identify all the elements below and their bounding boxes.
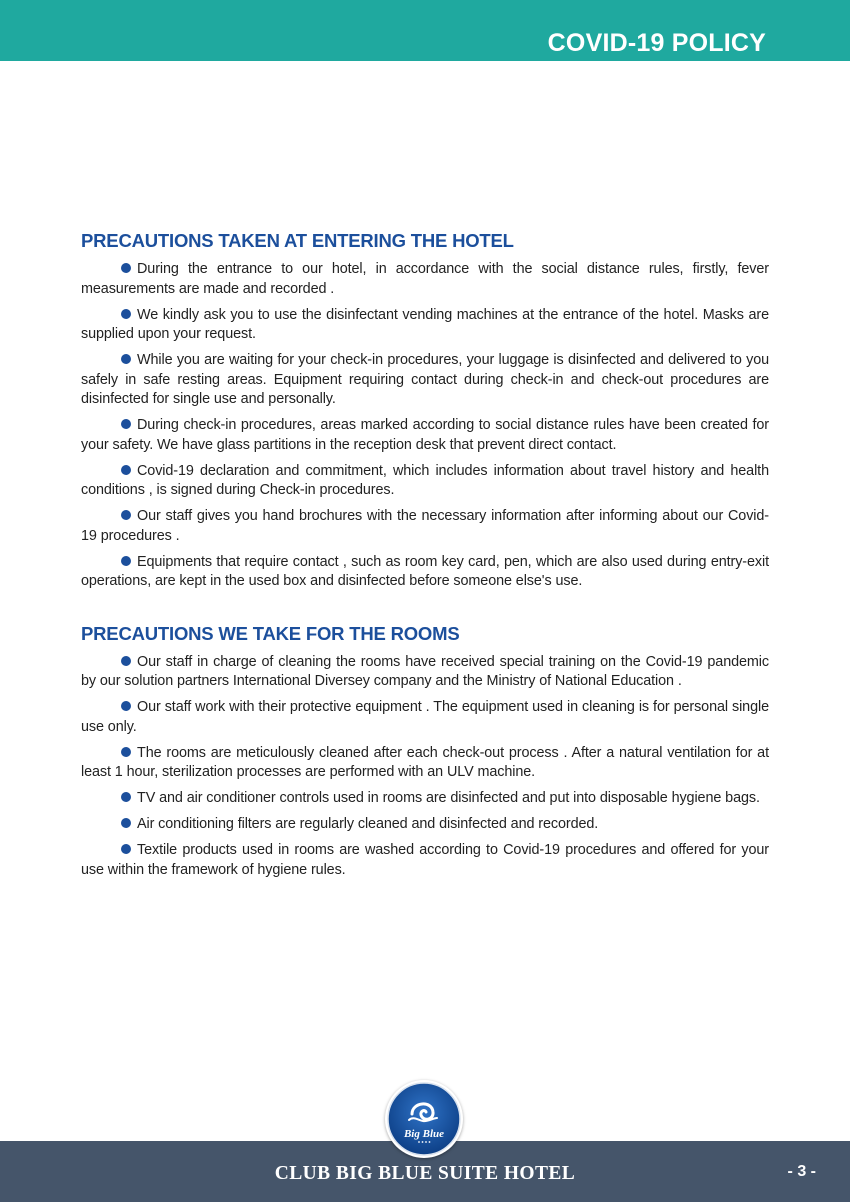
paragraph — [81, 507, 769, 546]
paragraph — [81, 260, 769, 299]
paragraph-text: While you are waiting for your check-in procedures, your luggage is disinfected and delivered to you safely in safe resting areas. Equipment requiring contact during check-in and check-out procedures are disinfected for single use and personally. — [81, 352, 769, 407]
paragraph-text: Our staff work with their protective equipment . The equipment used in cleaning is for personal single use only. — [81, 699, 769, 735]
bullet-icon — [121, 701, 131, 711]
paragraph — [81, 744, 769, 783]
logo-text: Big Blue — [403, 1128, 445, 1140]
bullet-icon — [121, 747, 131, 757]
paragraph — [81, 553, 769, 592]
paragraph-text: Textile products used in rooms are washed according to Covid-19 procedures and offered for your use within the framework of hygiene rules. — [81, 842, 769, 878]
hotel-logo — [385, 1080, 463, 1158]
paragraph — [81, 815, 769, 835]
paragraph-text: Air conditioning filters are regularly cleaned and disinfected and recorded. — [137, 816, 599, 832]
paragraph-text: During the entrance to our hotel, in accordance with the social distance rules, firstly, fever measurements are made and recorded . — [81, 261, 769, 297]
bullet-icon — [121, 510, 131, 520]
section-title: PRECAUTIONS WE TAKE FOR THE ROOMS — [81, 622, 460, 644]
paragraph-text: During check-in procedures, areas marked according to social distance rules have been created for your safety. We have glass partitions in the reception desk that prevent direct contact. — [81, 417, 769, 453]
section-rooms — [81, 623, 769, 881]
paragraph-text: Covid-19 declaration and commitment, which includes information about travel history and health conditions , is signed during Check-in procedures. — [81, 462, 769, 498]
bullet-icon — [121, 309, 131, 319]
bullet-icon — [121, 354, 131, 364]
bullet-icon — [121, 844, 131, 854]
section-title: PRECAUTIONS TAKEN AT ENTERING THE HOTEL — [81, 230, 514, 251]
bullet-icon — [121, 263, 131, 273]
section-entering-hotel — [81, 230, 769, 592]
bullet-icon — [121, 656, 131, 666]
paragraph — [81, 653, 769, 692]
bullet-icon — [121, 419, 131, 429]
paragraph-text: Our staff gives you hand brochures with the necessary information after informing about our Covid-19 procedures . — [81, 508, 769, 544]
document-body — [81, 230, 769, 887]
paragraph — [81, 789, 769, 809]
paragraph-text: Equipments that require contact , such as room key card, pen, which are also used during entry-exit operations, are kept in the used box and disinfected before someone else's use. — [81, 553, 769, 589]
bullet-icon — [121, 465, 131, 475]
paragraph — [81, 306, 769, 345]
paragraph-text: TV and air conditioner controls used in rooms are disinfected and put into disposable hygiene bags. — [137, 790, 760, 806]
page-number: - 3 - — [787, 1163, 816, 1180]
paragraph-text: Our staff in charge of cleaning the rooms have received special training on the Covid-19 pandemic by our solution partners International Diversey company and the Ministry of National Education . — [81, 653, 769, 689]
bullet-icon — [121, 556, 131, 566]
paragraph — [81, 351, 769, 410]
bullet-icon — [121, 792, 131, 802]
paragraph — [81, 462, 769, 501]
wave-logo-icon — [385, 1080, 463, 1158]
paragraph-text: We kindly ask you to use the disinfectant vending machines at the entrance of the hotel. Masks are supplied upon your request. — [81, 306, 769, 342]
paragraph — [81, 416, 769, 455]
paragraph — [81, 698, 769, 737]
page-title: COVID-19 POLICY — [547, 29, 766, 57]
bullet-icon — [121, 818, 131, 828]
paragraph — [81, 841, 769, 880]
hotel-name: CLUB BIG BLUE SUITE HOTEL — [274, 1163, 576, 1184]
paragraph-text: The rooms are meticulously cleaned after each check-out process . After a natural ventilation for at least 1 hour, sterilization processes are performed with an ULV machine. — [81, 744, 769, 780]
